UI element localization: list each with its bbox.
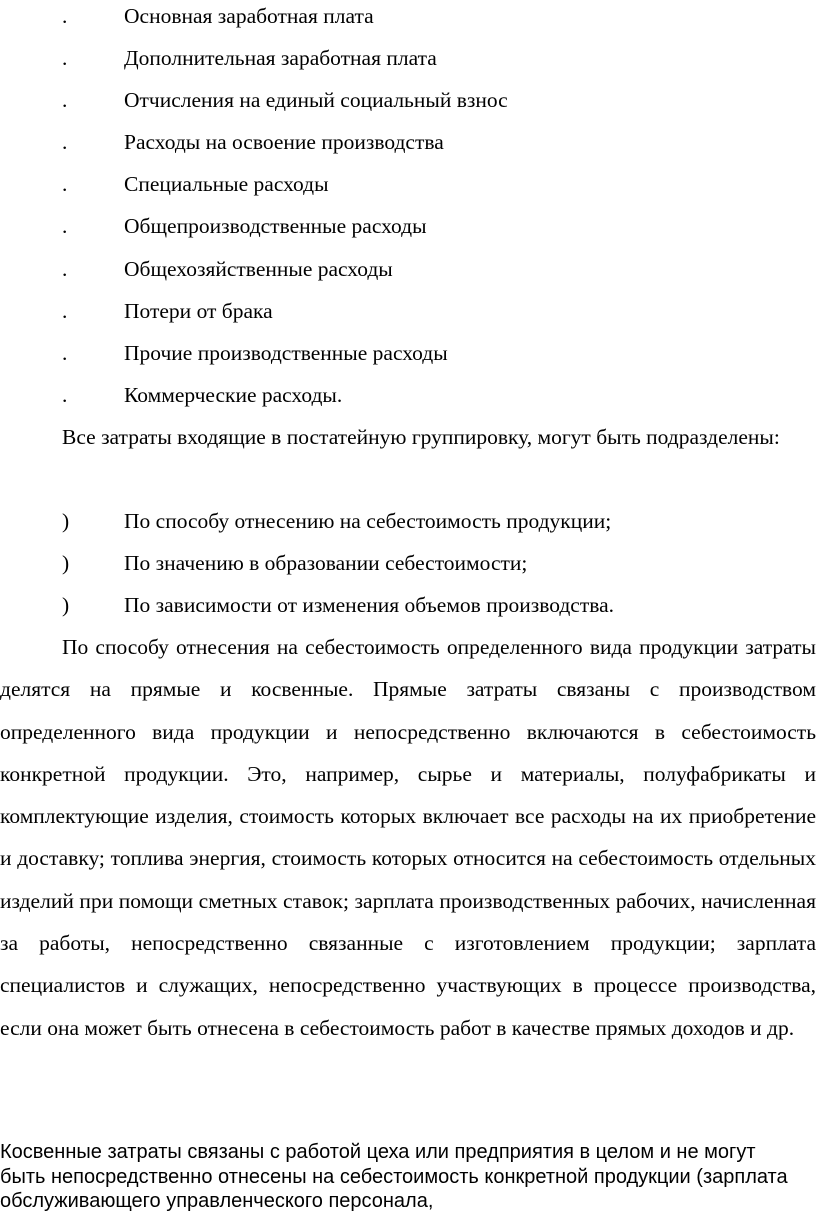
list-item-text: Общепроизводственные расходы <box>124 214 427 238</box>
direct-costs-paragraph: По способу отнесения на себестоимость определенного вида продукции затраты делятся на прямые и косвенные. Прямые затраты связаны с производством определенного вида продукции и непосредственно включаются в себестоимость конкретной продукции. Это, например, сырье и материалы, полуфабрикаты и комплектующие изделия, стоимость которых включает все расходы на их приобретение и доставку; топлива энергия, стоимость которых относится на себестоимость отдельных изделий при помощи сметных ставок; зарплата производственных рабочих, начисленная за работы, непосредственно связанные с изготовлением продукции; зарплата специалистов и служащих, непосредственно участвующих в процессе производства, если она может быть отнесена в себестоимость работ в качестве прямых доходов и др. <box>0 635 816 1040</box>
list-marker: . <box>62 214 68 238</box>
list-marker: ) <box>62 509 70 533</box>
list-item <box>0 169 816 199</box>
indirect-costs-paragraph: Косвенные затраты связаны с работой цеха или предприятия в целом и не могут быть непосредственно отнесены на себестоимость конкретной продукции (зарплата обслуживающего управленческого персонала, <box>0 1141 788 1212</box>
list-item <box>0 548 816 578</box>
list-item <box>0 506 816 536</box>
list-item-text: Общехозяйственные расходы <box>124 257 393 281</box>
list-item <box>0 1 816 31</box>
list-item-text: По зависимости от изменения объемов производства. <box>124 593 615 617</box>
list-item-text: По значению в образовании себестоимости; <box>124 551 528 575</box>
list-item <box>0 590 816 620</box>
list-marker: . <box>62 383 68 407</box>
list-marker: . <box>62 88 68 112</box>
list-item-text: Отчисления на единый социальный взнос <box>124 88 508 112</box>
list-item <box>0 127 816 157</box>
list-marker: . <box>62 299 68 323</box>
list-marker: ) <box>62 593 70 617</box>
list-item <box>0 43 816 73</box>
list-item <box>0 380 816 410</box>
list-item-text: Основная заработная плата <box>124 4 374 28</box>
list-item-text: Расходы на освоение производства <box>124 130 444 154</box>
list-marker: . <box>62 46 68 70</box>
list-item <box>0 254 816 284</box>
list-marker: . <box>62 257 68 281</box>
intro-paragraph: Все затраты входящие в постатейную группировку, могут быть подразделены: <box>62 425 780 449</box>
list-item-text: Коммерческие расходы. <box>124 383 343 407</box>
list-item-text: По способу отнесению на себестоимость продукции; <box>124 509 612 533</box>
list-item <box>0 211 816 241</box>
list-item-text: Дополнительная заработная плата <box>124 46 437 70</box>
list-item-text: Специальные расходы <box>124 172 329 196</box>
list-item <box>0 85 816 115</box>
list-marker: . <box>62 172 68 196</box>
list-item <box>0 338 816 368</box>
list-marker: . <box>62 130 68 154</box>
list-item-text: Потери от брака <box>124 299 273 323</box>
list-marker: . <box>62 341 68 365</box>
list-marker: . <box>62 4 68 28</box>
list-item <box>0 296 816 326</box>
list-item-text: Прочие производственные расходы <box>124 341 448 365</box>
list-marker: ) <box>62 551 70 575</box>
